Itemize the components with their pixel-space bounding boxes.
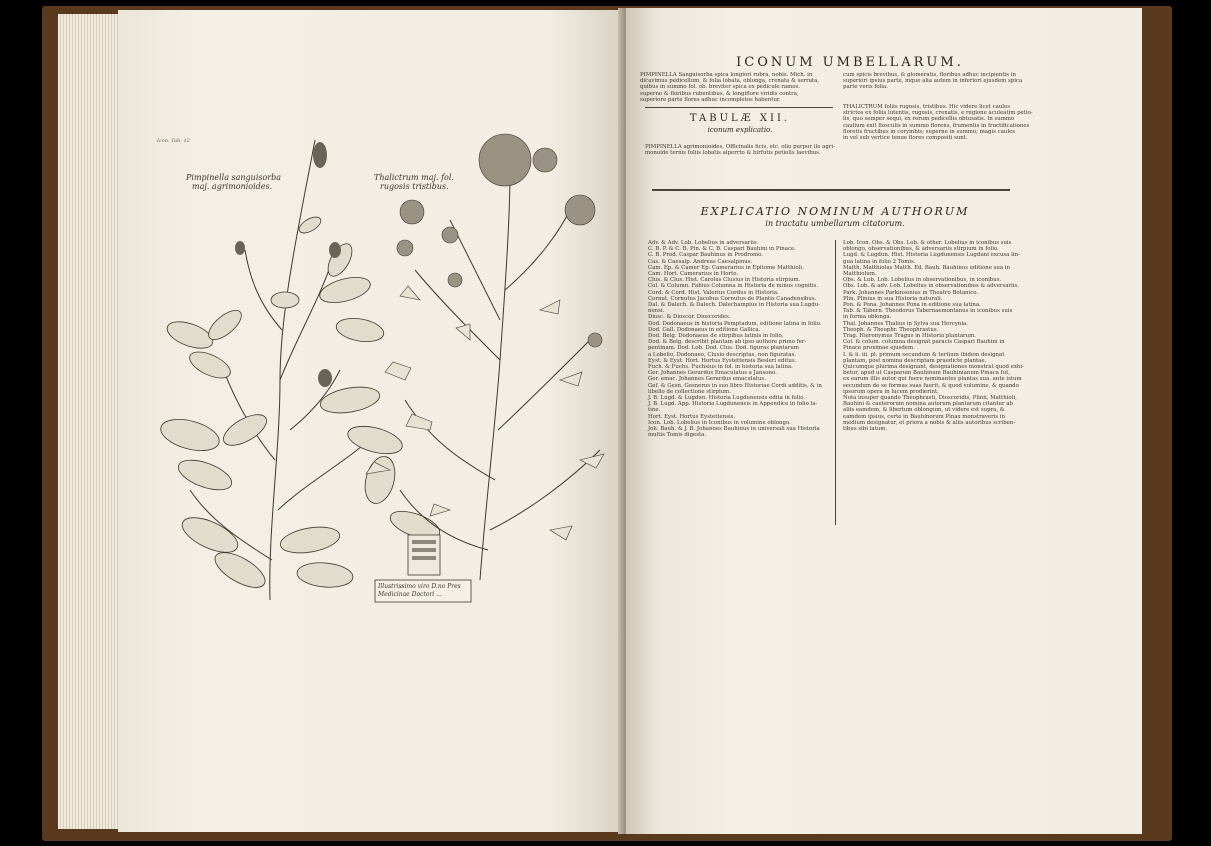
text-tab: PIMPINELLA agrimonioides, Officinalis ficis, etc. olio purpur ile agri- monoide ternis foliis lobatis alperrto & hirfutis petiolis laevibus. (645, 144, 835, 157)
caption-right: Thalictrum maj. fol. rugosis tristibus. (374, 173, 454, 191)
text-spicis: cum spicis brevibus, & glomeratis, floribus adhuc incipientis in superiori ipsius parte, inque alia autem in inferiori ejusdem spica parte veris folia. (843, 72, 1023, 91)
column-rule (835, 240, 836, 525)
authors-list-right: Lob. Icon. Obs. & Obs. Lob. & other. Lobelius in iconibus suis oblongo, observationibus, & adversariis stirpium in folio. Lugd. & Lugdun. Hist. Historia Lugdunensis Lugduni excusa lin- gua latina in folio 2 Tomis. Matth. Matthiolus Matth. Ed. Bauh. Bauhinus editione sua in Matthiolum. Obs. & Lob. Lob. Lobelius in observationibus, in iconibus. Obs. Lob. & adv. Lob. Lobelius in observationibus & adversariis. Park. Johannes Parkinsonius in Theatro Botanico. Plin. Plinius in sua Historia naturali. Pon. & Pona. Johannes Pona in editione sua latina. Tab. & Tabern. Theodorus Tabernaemontanus in iconibus suis in forma oblonga. Thal. Johannes Thalius in Sylva sua Hercynia. Theoph. & Theophr. Theophrastus. Trag. Hieronymus Tragus in Historia plantarum. Col. & colum. columna designat paracis Caspari Bauhini in Pinace proximae ejusdem. I. & ii. iii. pl. primum secundum & tertium ibidem designat plantam, post nomina descriptam praedicte plantae. Quicumque plurima designant, designationes monstrat quod exhi- betur, apud ut Casparum Bauhinum Bauhinianum Pinaca fut, ex earum illis autor qui fuere nominantes plantas sua. ante istum secundum de se formas suas fuerit, & quod volumine, & quando ipsorum opera in lucem prodierint. Nota insuper quando Theophrasti, Dioscoridis, Plinii, Matthioli, Bauhini & caeterorum nomina autorum plantarum citantur ab aliis eamdem, & libertum oblongum, ut videre est supra, & eamdem ipsius, certe in Bauhinorum Pinax monstraveris in medium designatur, et priora a nobis & aliis autoribus scriben- tibus sibi latum. (843, 240, 1024, 433)
subheading-explicatio: in tractatu umbellarum citatorum. (765, 219, 905, 228)
caption-left: Pimpinella sanguisorba maj. agrimonioides. (186, 173, 282, 191)
section-rule (652, 189, 1010, 191)
heading-iconum: ICONUM UMBELLARUM. (736, 55, 964, 70)
tab-subtitle: iconum explicatio. (707, 126, 773, 134)
dedication: Illustrissimo viro D.no Pres Medicinae Doctori ... (378, 583, 461, 598)
rule (645, 107, 833, 108)
authors-list-left: Adv. & Adv. Lob. Lobelius in adversariis. C. B. P. & C. B. Pin. & C. B. Caspari Bauhini in Pinace. C. B. Prod. Caspar Bauhinus in Prodromo. Cas. & Caesalp. Andreas Caesalpinus. Cam. Ep. & Camer Ep. Camerarius in Epitome Matthioli. Cam. Hort. Camerarius in Horto. Clus. & Clus. Hist. Carolus Clusius in Historia stirpium. Col. & Column. Fabius Columna in Historia de minus cognitis. Cord. & Cord. Hist. Valerius Cordus in Historia. Cornut. Cornutus Jacobus Cornutus de Plantis Canadensibus. Dal. & Dalech. & Dalech. Dalechampius in Historia sua Lugdu- nensi. Diosc. & Dioscor. Dioscorides. Dod. Dodonaeus in historia Pemptadum, editione latina in folio. Dod. Gall. Dodonaeus in editione Gallica. Dod. Belg. Dodonaeus de stirpibus latinis in folio. Dod. & Belg. describit plantam ab ipso authore primo fer- pentinam. Dod. Lob. Dod. Clus. Dod. figuras plantarum a Lobelio, Dodonaeo, Clusio descriptas, non figuratas. Eyst. & Eyst. Hort. Hortus Eystettensis Besleri editus. Fuch. & Fuchs. Fuchsius in fol. in historia sua latina. Ger. Johannes Gerardus Emaculatus a Jansono. Ger. emac. Johannes Gerardus emaculatus. Gef. & Gesn. Gesnerus in suo libro Historiae Cordi additis, & in libello de collectione stirpium. J. B. Lugd. & Lugdun. Historia Lugdunensis edita in folio. J. B. Lugd. App. Historia Lugdunensis in Appendice in folio la- tine. Hort. Eyst. Hortus Eystettensis. Icon. Lob. Lobelius in Iconibus in volumine oblongo. Joh. Bauh. & J. B. Johannes Bauhinus in universali sua Historia multis Tomis digesta. (648, 240, 822, 439)
text-pimpinella: PIMPINELLA Sanguisorba spica longiori rubra, nobis. Mich. in dicavimus pedicellum, & folia lobata, oblonga, crenata & serrata, quibus in summo fol. ob. breviter spica ex pediculo ramos. superne & floribus rubentibus, & longiflore viridis contra, superiore parte flores adhuc incompletos habentur. (640, 72, 820, 103)
botanical-illustration (150, 130, 620, 620)
text-thalictrum: THALICTRUM foliis rugosis, tristibus. Hic videre licet caules strictos ex foliis lutentis, rugosis, crenatis, e regione aculeatim petio- lis, quo semper sequi, ex rerum pedicellis obtusatis. In summo caulium exit flosculis in summo florens, frumentis in fructificationes floretis fructibus in corymbis; superne in summo; magis caules in vel sub vertice tenue flores compositi sunt. (843, 104, 1033, 142)
tab-title: TABULÆ XII. (689, 113, 791, 124)
heading-explicatio: EXPLICATIO NOMINUM AUTHORUM (700, 205, 970, 218)
plate-mark: Icon. Tab. 12 (157, 138, 190, 144)
